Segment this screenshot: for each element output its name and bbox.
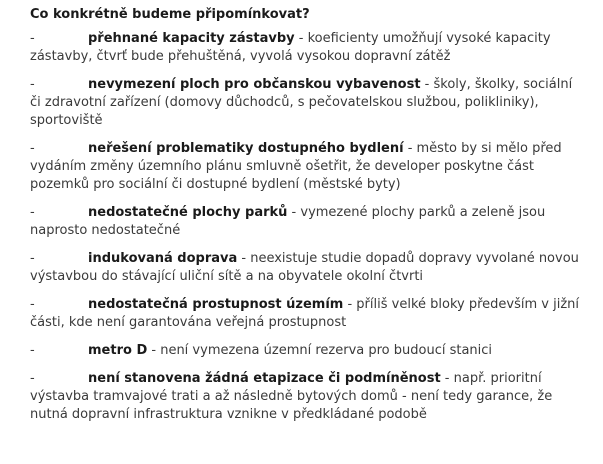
section-heading: Co konkrétně budeme připomínkovat? [30,7,310,22]
item-term: není stanovena žádná etapizace či podmíněnost [88,371,441,386]
item-description: - školy, školky, sociální či zdravotní zařízení (domovy důchodců, s pečovatelskou službou, polikliniky), sportoviště [30,77,573,128]
list-dash: - [30,205,35,220]
list-item-phasing [30,370,579,424]
item-term: nedostatečné plochy parků [88,205,288,220]
item-description: - vymezené plochy parků a zeleně jsou naprosto nedostatečné [30,205,546,238]
list-dash: - [30,297,35,312]
item-description: - neexistuje studie dopadů dopravy vyvolané novou výstavbou do stávající uliční sítě a na obyvatele okolní čtvrti [30,251,579,284]
item-description: - koeficienty umožňují vysoké kapacity zástavby, čtvrť bude přehuštěná, vyvolá vysokou dopravní zátěž [30,31,551,64]
list-item-metro-d [30,342,579,360]
list-item-affordable-housing [30,140,579,194]
list-item-parks [30,204,579,240]
item-term: neřešení problematiky dostupného bydlení [88,141,404,156]
list-dash: - [30,251,35,266]
list-dash: - [30,371,35,386]
list-dash: - [30,343,35,358]
item-term: metro D [88,343,148,358]
list-dash: - [30,141,35,156]
item-term: nevymezení ploch pro občanskou vybavenost [88,77,421,92]
list-item-civic-amenities [30,76,579,130]
list-item-permeability [30,296,579,332]
list-dash: - [30,77,35,92]
item-description: - příliš velké bloky především v jižní části, kde není garantována veřejná prostupnost [30,297,580,330]
item-description: - není vymezena územní rezerva pro budoucí stanici [147,343,493,358]
list-item-capacity [30,30,579,66]
list-dash: - [30,31,35,46]
item-term: indukovaná doprava [88,251,238,266]
item-term: přehnané kapacity zástavby [88,31,295,46]
item-description: - např. prioritní výstavba tramvajové trati a až následně bytových domů - není tedy garance, že nutná dopravní infrastruktura vznikne v předkládané podobě [30,371,553,422]
item-description: - město by si mělo před vydáním změny územního plánu smluvně ošetřit, že developer poskytne část pozemků pro sociální či dostupné bydlení (městské byty) [30,141,562,192]
list-item-induced-traffic [30,250,579,286]
item-term: nedostatečná prostupnost územím [88,297,344,312]
